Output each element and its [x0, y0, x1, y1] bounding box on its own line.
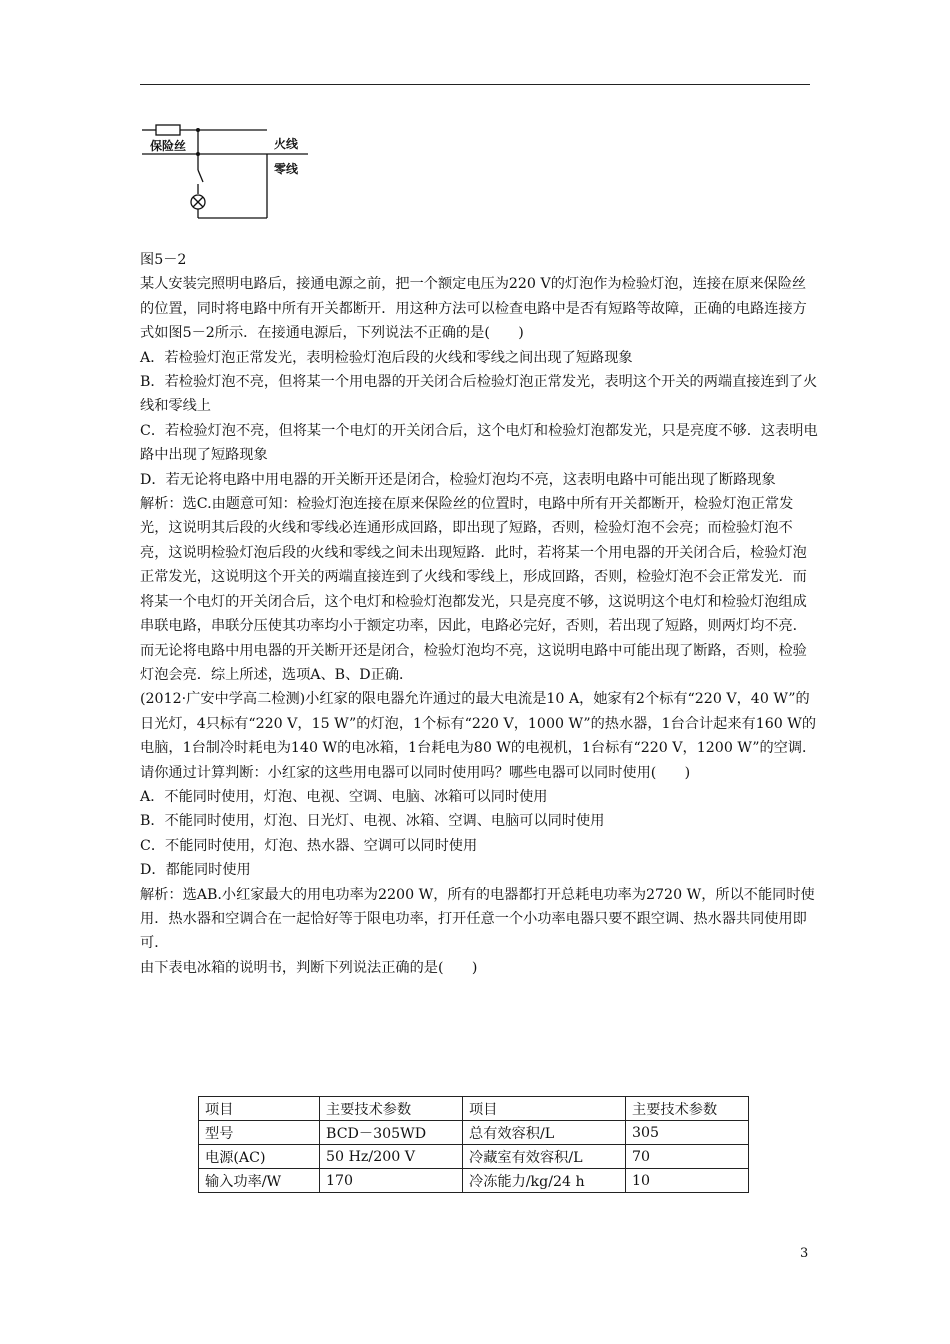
table-cell: 型号 [199, 1121, 320, 1145]
table-cell: BCD－305WD [320, 1121, 463, 1145]
live-wire-label: 火线 [274, 137, 299, 151]
question-2-option-d: D．都能同时使用 [140, 862, 251, 879]
question-2-analysis: 解析：选AB.小红家最大的用电功率为2200 W，所有的电器都打开总耗电功率为2720 W，所以不能同时使用．热水器和空调合在一起恰好等于限电功率，打开任意一个小功率电器只要不跟空调、热水器共同使用即可． [140, 886, 815, 952]
question-2-option-b: B．不能同时使用，灯泡、日光灯、电视、冰箱、空调、电脑可以同时使用 [140, 813, 605, 830]
question-3-stem: 由下表电冰箱的说明书，判断下列说法正确的是( ) [140, 959, 478, 976]
question-1-option-c: C．若检验灯泡不亮，但将某一个电灯的开关闭合后，这个电灯和检验灯泡都发光，只是亮度不够．这表明电路中出现了短路现象 [140, 422, 818, 464]
question-1-option-b: B．若检验灯泡不亮，但将某一个用电器的开关闭合后检验灯泡正常发光，表明这个开关的两端直接连到了火线和零线上 [140, 374, 818, 415]
table-cell: 170 [320, 1169, 463, 1193]
question-1-option-a: A．若检验灯泡正常发光，表明检验灯泡后段的火线和零线之间出现了短路现象 [140, 349, 633, 366]
table-cell: 项目 [463, 1097, 626, 1121]
fridge-spec-table [198, 1096, 749, 1193]
table-cell: 305 [626, 1121, 749, 1145]
table-cell: 冷藏室有效容积/L [463, 1145, 626, 1169]
question-1-option-d: D．若无论将电路中用电器的开关断开还是闭合，检验灯泡均不亮，这表明电路中可能出现了断路现象 [140, 471, 776, 488]
neutral-wire-label: 零线 [274, 162, 299, 176]
table-row [199, 1169, 749, 1193]
table-row [199, 1097, 749, 1121]
page-number: 3 [800, 1246, 809, 1261]
table-cell: 电源(AC) [199, 1145, 320, 1169]
table-cell: 总有效容积/L [463, 1121, 626, 1145]
figure-caption: 图5－2 [140, 252, 187, 268]
document-body [140, 248, 820, 980]
question-2-stem: (2012·广安中学高二检测)小红家的限电器允许通过的最大电流是10 A，她家有2个标有“220 V，40 W”的日光灯，4只标有“220 V，15 W”的灯泡，1个标有“220 V，1000 W”的热水器，1台合计起来有160 W的电脑，1台制冷时耗电为140 W的电冰箱，1台耗电为80 W的电视机，1台标有“220 V，1200 W”的空调．请你通过计算判断：小红家的这些用电器可以同时使用吗？哪些电器可以同时使用( ) [140, 691, 817, 781]
table-cell: 10 [626, 1169, 749, 1193]
table-row [199, 1121, 749, 1145]
question-1-stem: 某人安装完照明电路后，接通电源之前，把一个额定电压为220 V的灯泡作为检验灯泡，连接在原来保险丝的位置，同时将电路中所有开关都断开．用这种方法可以检查电路中是否有短路等故障，正确的电路连接方式如图5－2所示．在接通电源后，下列说法不正确的是( ) [140, 276, 807, 342]
question-1-analysis: 解析：选C.由题意可知：检验灯泡连接在原来保险丝的位置时，电路中所有开关都断开，检验灯泡正常发光，这说明其后段的火线和零线必连通形成回路，即出现了短路，否则，检验灯泡不会亮；而检验灯泡不亮，这说明检验灯泡后段的火线和零线之间未出现短路．此时，若将某一个用电器的开关闭合后，检验灯泡正常发光，这说明这个开关的两端直接连到了火线和零线上，形成回路，否则，检验灯泡不会正常发光．而将某一个电灯的开关闭合后，这个电灯和检验灯泡都发光，只是亮度不够，这说明这个电灯和检验灯泡组成串联电路，串联分压使其功率均小于额定功率，因此，电路必完好，否则，若出现了短路，则两灯均不亮．而无论将电路中用电器的开关断开还是闭合，检验灯泡均不亮，这说明电路中可能出现了断路，否则，检验灯泡会亮．综上所述，选项A、B、D正确． [140, 496, 807, 683]
table-cell: 输入功率/W [199, 1169, 320, 1193]
table-row [199, 1145, 749, 1169]
table-cell: 项目 [199, 1097, 320, 1121]
table-cell: 50 Hz/200 V [320, 1145, 463, 1169]
question-2-option-a: A．不能同时使用，灯泡、电视、空调、电脑、冰箱可以同时使用 [140, 788, 548, 805]
table-cell: 冷冻能力/kg/24 h [463, 1169, 626, 1193]
fuse-label: 保险丝 [150, 139, 187, 153]
table-cell: 70 [626, 1145, 749, 1169]
table-cell: 主要技术参数 [626, 1097, 749, 1121]
table-cell: 主要技术参数 [320, 1097, 463, 1121]
question-2-option-c: C．不能同时使用，灯泡、热水器、空调可以同时使用 [140, 837, 478, 854]
circuit-diagram [140, 118, 310, 228]
header-rule [140, 84, 810, 85]
